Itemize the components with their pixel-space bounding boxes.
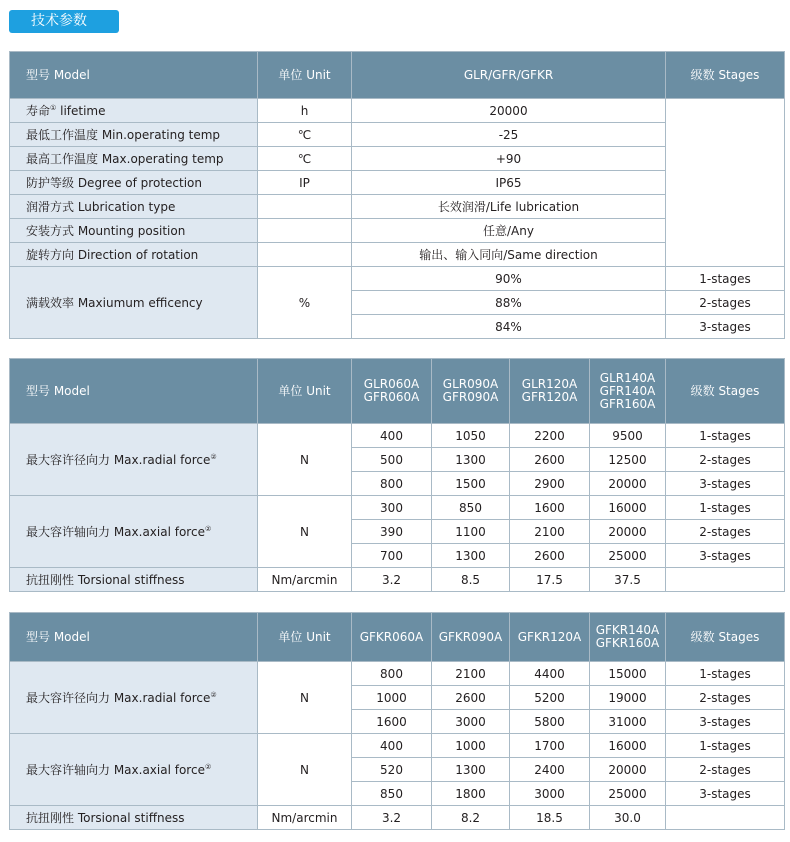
force-value: 1500 xyxy=(432,472,510,496)
force-unit: N xyxy=(258,424,352,496)
stage-cell: 1-stages xyxy=(666,424,785,448)
header-model: 型号 Model xyxy=(10,52,258,99)
stage-cell: 3-stages xyxy=(666,782,785,806)
force-value: 2600 xyxy=(510,544,590,568)
table-row xyxy=(10,496,785,520)
row-unit xyxy=(258,195,352,219)
stage-cell: 2-stages xyxy=(666,291,785,315)
efficiency-value: 88% xyxy=(352,291,666,315)
stage-cell: 3-stages xyxy=(666,315,785,339)
table-row xyxy=(10,424,785,448)
blank-stage-cell xyxy=(666,806,785,830)
radial-force-group xyxy=(10,424,785,496)
torsion-value: 3.2 xyxy=(352,568,432,592)
table-header xyxy=(10,52,785,99)
header-model-col: GFKR140A GFKR160A xyxy=(590,613,666,662)
force-unit: N xyxy=(258,662,352,734)
force-value: 3000 xyxy=(510,782,590,806)
force-value: 1300 xyxy=(432,448,510,472)
header-model-col: GLR120A GFR120A xyxy=(510,359,590,424)
row-label: 润滑方式 Lubrication type xyxy=(10,195,258,219)
force-value: 2200 xyxy=(510,424,590,448)
force-value: 2600 xyxy=(432,686,510,710)
force-value: 16000 xyxy=(590,496,666,520)
force-value: 520 xyxy=(352,758,432,782)
header-stages: 级数 Stages xyxy=(666,52,785,99)
force-value: 25000 xyxy=(590,544,666,568)
row-value: -25 xyxy=(352,123,666,147)
force-value: 31000 xyxy=(590,710,666,734)
force-value: 12500 xyxy=(590,448,666,472)
torsion-label: 抗扭刚性 Torsional stiffness xyxy=(10,568,258,592)
header-model: 型号 Model xyxy=(10,613,258,662)
table-row xyxy=(10,267,785,291)
row-value: 任意/Any xyxy=(352,219,666,243)
stage-cell: 2-stages xyxy=(666,758,785,782)
force-value: 1300 xyxy=(432,758,510,782)
table-row xyxy=(10,568,785,592)
torsion-value: 8.2 xyxy=(432,806,510,830)
stage-cell: 2-stages xyxy=(666,448,785,472)
force-unit: N xyxy=(258,496,352,568)
force-value: 1100 xyxy=(432,520,510,544)
torsion-unit: Nm/arcmin xyxy=(258,806,352,830)
table-header xyxy=(10,613,785,662)
efficiency-value: 84% xyxy=(352,315,666,339)
table-header xyxy=(10,359,785,424)
force-label: 最大容许轴向力 Max.axial force② xyxy=(10,496,258,568)
row-label: 最高工作温度 Max.operating temp xyxy=(10,147,258,171)
force-value: 1700 xyxy=(510,734,590,758)
table-row xyxy=(10,662,785,686)
force-value: 2600 xyxy=(510,448,590,472)
row-label: 旋转方向 Direction of rotation xyxy=(10,243,258,267)
row-label: 防护等级 Degree of protection xyxy=(10,171,258,195)
force-value: 16000 xyxy=(590,734,666,758)
row-value: 输出、输入同向/Same direction xyxy=(352,243,666,267)
stage-cell: 3-stages xyxy=(666,544,785,568)
stage-cell: 1-stages xyxy=(666,267,785,291)
row-label: 最低工作温度 Min.operating temp xyxy=(10,123,258,147)
force-value: 5200 xyxy=(510,686,590,710)
section-title: 技术参数 xyxy=(9,10,119,33)
row-unit xyxy=(258,243,352,267)
header-series: GLR/GFR/GFKR xyxy=(352,52,666,99)
stage-cell: 2-stages xyxy=(666,686,785,710)
header-model-col: GLR140A GFR140A GFR160A xyxy=(590,359,666,424)
stage-cell: 1-stages xyxy=(666,662,785,686)
header-model-col: GFKR060A xyxy=(352,613,432,662)
gfkr-force-table xyxy=(9,612,785,830)
blank-stage-cell xyxy=(666,568,785,592)
force-value: 20000 xyxy=(590,472,666,496)
torsion-value: 37.5 xyxy=(590,568,666,592)
force-value: 800 xyxy=(352,662,432,686)
header-unit: 单位 Unit xyxy=(258,613,352,662)
stage-cell: 2-stages xyxy=(666,520,785,544)
torsion-label: 抗扭刚性 Torsional stiffness xyxy=(10,806,258,830)
header-model-col: GFKR090A xyxy=(432,613,510,662)
efficiency-unit: % xyxy=(258,267,352,339)
force-value: 800 xyxy=(352,472,432,496)
force-value: 15000 xyxy=(590,662,666,686)
force-value: 1600 xyxy=(510,496,590,520)
header-stages: 级数 Stages xyxy=(666,359,785,424)
header-model-col: GLR090A GFR090A xyxy=(432,359,510,424)
axial-force-group xyxy=(10,496,785,568)
header-unit: 单位 Unit xyxy=(258,359,352,424)
general-spec-table xyxy=(9,51,785,339)
stage-cell: 3-stages xyxy=(666,472,785,496)
row-unit: IP xyxy=(258,171,352,195)
table-row xyxy=(10,734,785,758)
row-unit xyxy=(258,219,352,243)
stage-cell: 1-stages xyxy=(666,734,785,758)
torsion-unit: Nm/arcmin xyxy=(258,568,352,592)
row-value: IP65 xyxy=(352,171,666,195)
header-model-col: GLR060A GFR060A xyxy=(352,359,432,424)
row-unit: ℃ xyxy=(258,123,352,147)
force-value: 20000 xyxy=(590,758,666,782)
force-value: 300 xyxy=(352,496,432,520)
force-value: 5800 xyxy=(510,710,590,734)
force-value: 19000 xyxy=(590,686,666,710)
torsion-value: 17.5 xyxy=(510,568,590,592)
force-value: 1000 xyxy=(352,686,432,710)
header-model: 型号 Model xyxy=(10,359,258,424)
force-value: 2900 xyxy=(510,472,590,496)
force-value: 400 xyxy=(352,424,432,448)
force-value: 1800 xyxy=(432,782,510,806)
force-value: 9500 xyxy=(590,424,666,448)
force-value: 2400 xyxy=(510,758,590,782)
row-value: +90 xyxy=(352,147,666,171)
axial-force-group xyxy=(10,734,785,806)
row-value: 20000 xyxy=(352,99,666,123)
force-value: 500 xyxy=(352,448,432,472)
blank-stage-cell xyxy=(666,99,785,267)
torsion-value: 8.5 xyxy=(432,568,510,592)
stage-cell: 3-stages xyxy=(666,710,785,734)
force-value: 1300 xyxy=(432,544,510,568)
table-row xyxy=(10,806,785,830)
torsion-value: 3.2 xyxy=(352,806,432,830)
radial-force-group xyxy=(10,662,785,734)
row-unit: h xyxy=(258,99,352,123)
force-value: 400 xyxy=(352,734,432,758)
force-value: 20000 xyxy=(590,520,666,544)
force-value: 25000 xyxy=(590,782,666,806)
glr-gfr-force-table xyxy=(9,358,785,592)
force-value: 850 xyxy=(352,782,432,806)
force-value: 700 xyxy=(352,544,432,568)
efficiency-label: 满载效率 Maxiumum efficency xyxy=(10,267,258,339)
force-value: 3000 xyxy=(432,710,510,734)
table-row xyxy=(10,99,785,123)
header-stages: 级数 Stages xyxy=(666,613,785,662)
header-unit: 单位 Unit xyxy=(258,52,352,99)
force-value: 390 xyxy=(352,520,432,544)
row-value: 长效润滑/Life lubrication xyxy=(352,195,666,219)
force-label: 最大容许轴向力 Max.axial force② xyxy=(10,734,258,806)
force-unit: N xyxy=(258,734,352,806)
efficiency-value: 90% xyxy=(352,267,666,291)
force-value: 1000 xyxy=(432,734,510,758)
row-label: 寿命① lifetime xyxy=(10,99,258,123)
torsion-value: 30.0 xyxy=(590,806,666,830)
torsion-value: 18.5 xyxy=(510,806,590,830)
stage-cell: 1-stages xyxy=(666,496,785,520)
force-value: 1050 xyxy=(432,424,510,448)
row-label: 安装方式 Mounting position xyxy=(10,219,258,243)
force-value: 2100 xyxy=(432,662,510,686)
force-value: 4400 xyxy=(510,662,590,686)
header-model-col: GFKR120A xyxy=(510,613,590,662)
force-value: 2100 xyxy=(510,520,590,544)
force-value: 1600 xyxy=(352,710,432,734)
force-value: 850 xyxy=(432,496,510,520)
force-label: 最大容许径向力 Max.radial force② xyxy=(10,424,258,496)
force-label: 最大容许径向力 Max.radial force② xyxy=(10,662,258,734)
row-unit: ℃ xyxy=(258,147,352,171)
